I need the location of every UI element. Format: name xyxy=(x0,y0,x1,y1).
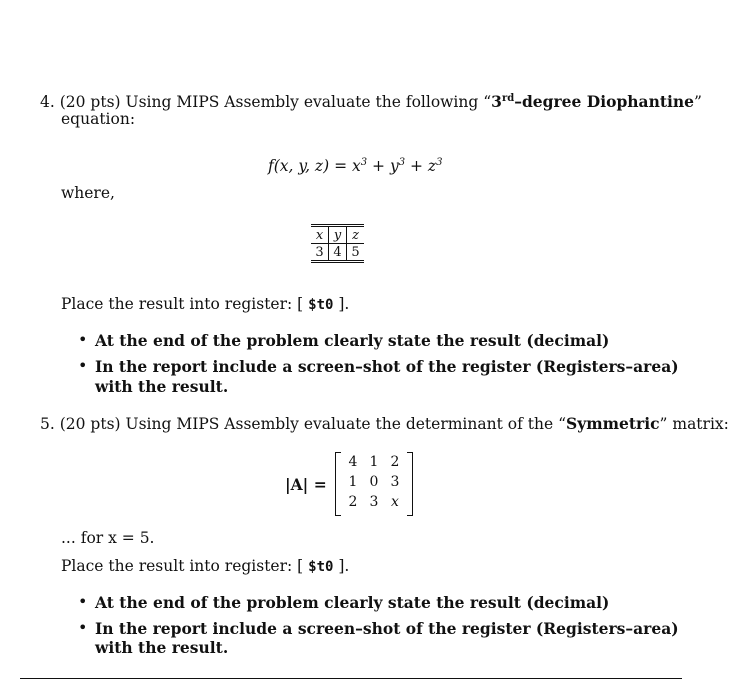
q5-for-x: ... for x = 5. xyxy=(61,529,155,547)
matrix-cell: 2 xyxy=(390,454,400,470)
q4-bullet-dot-2: • xyxy=(78,356,88,375)
xyz-table-row xyxy=(311,244,364,262)
q4-bullet-2: In the report include a screen–shot of the register (Registers–area) xyxy=(95,357,679,376)
det-label-text: |A| = xyxy=(285,475,327,494)
q4-register: $t0 xyxy=(308,297,334,313)
q4-line2: equation: xyxy=(61,110,136,128)
q4-number: 4. xyxy=(40,93,55,111)
xyz-table-header xyxy=(311,226,364,244)
table-header-x: x xyxy=(311,226,329,244)
q4-place-pre: Place the result into register: [ xyxy=(61,295,309,313)
matrix-cell: 2 xyxy=(348,494,358,510)
table-value-z: 5 xyxy=(347,244,365,262)
q5-title: Symmetric xyxy=(566,414,660,433)
q5-heading xyxy=(40,414,729,434)
q5-bullet-2: In the report include a screen–shot of the register (Registers–area) xyxy=(95,619,679,638)
q4-heading xyxy=(40,89,702,112)
q4-intro: Using MIPS Assembly evaluate the following “ xyxy=(125,93,492,111)
q5-place-post: ]. xyxy=(333,557,350,575)
bottom-divider xyxy=(20,678,682,679)
q5-bullet-dot-2: • xyxy=(78,618,88,637)
q4-where: where, xyxy=(61,184,115,202)
matrix-cell: 4 xyxy=(348,454,358,470)
q4-formula xyxy=(268,153,442,176)
formula-mid-y: + y xyxy=(367,157,399,175)
q5-place-pre: Place the result into register: [ xyxy=(61,557,309,575)
q5-intro: Using MIPS Assembly evaluate the determinant of the “ xyxy=(125,415,566,433)
table-value-x: 3 xyxy=(311,244,329,262)
q4-title-part2: –degree Diophantine xyxy=(514,92,695,111)
matrix-left-bracket xyxy=(335,452,341,516)
q5-register: $t0 xyxy=(308,559,334,575)
q4-title-sup: rd xyxy=(501,93,515,104)
symmetric-matrix xyxy=(335,452,413,516)
formula-exp-x: 3 xyxy=(360,157,368,168)
matrix-cell: 3 xyxy=(390,474,400,490)
q5-place-result xyxy=(61,556,349,577)
q4-bullet-1: At the end of the problem clearly state the result (decimal) xyxy=(95,331,610,350)
det-label xyxy=(285,475,327,495)
q4-place-result xyxy=(61,294,349,315)
q4-place-post: ]. xyxy=(333,295,350,313)
xyz-table xyxy=(311,224,364,263)
matrix-cell: 1 xyxy=(348,474,358,490)
q4-bullet-2-cont: with the result. xyxy=(95,377,229,396)
q4-bullet-dot-1: • xyxy=(78,330,88,349)
table-header-y: y xyxy=(329,226,347,244)
q4-title-part1: 3 xyxy=(491,92,502,111)
q5-outro: ” matrix: xyxy=(659,415,729,433)
formula-mid-z: + z xyxy=(405,157,437,175)
matrix-cell: 0 xyxy=(369,474,379,490)
q5-bullet-1: At the end of the problem clearly state the result (decimal) xyxy=(95,593,610,612)
formula-lhs: f(x, y, z) = x xyxy=(268,157,361,175)
q5-number: 5. xyxy=(40,415,55,433)
matrix-cell: 1 xyxy=(369,454,379,470)
matrix-cell: x xyxy=(391,494,399,510)
q5-bullet-2-cont: with the result. xyxy=(95,638,229,657)
q5-bullet-dot-1: • xyxy=(78,592,88,611)
formula-exp-z: 3 xyxy=(436,157,443,168)
table-header-z: z xyxy=(347,226,365,244)
formula-exp-y: 3 xyxy=(398,157,406,168)
matrix-cell: 3 xyxy=(369,494,379,510)
q4-points: (20 pts) xyxy=(59,93,121,111)
q4-close-quote: ” xyxy=(694,93,702,111)
table-value-y: 4 xyxy=(329,244,347,262)
q5-points: (20 pts) xyxy=(59,415,121,433)
matrix-right-bracket xyxy=(407,452,413,516)
